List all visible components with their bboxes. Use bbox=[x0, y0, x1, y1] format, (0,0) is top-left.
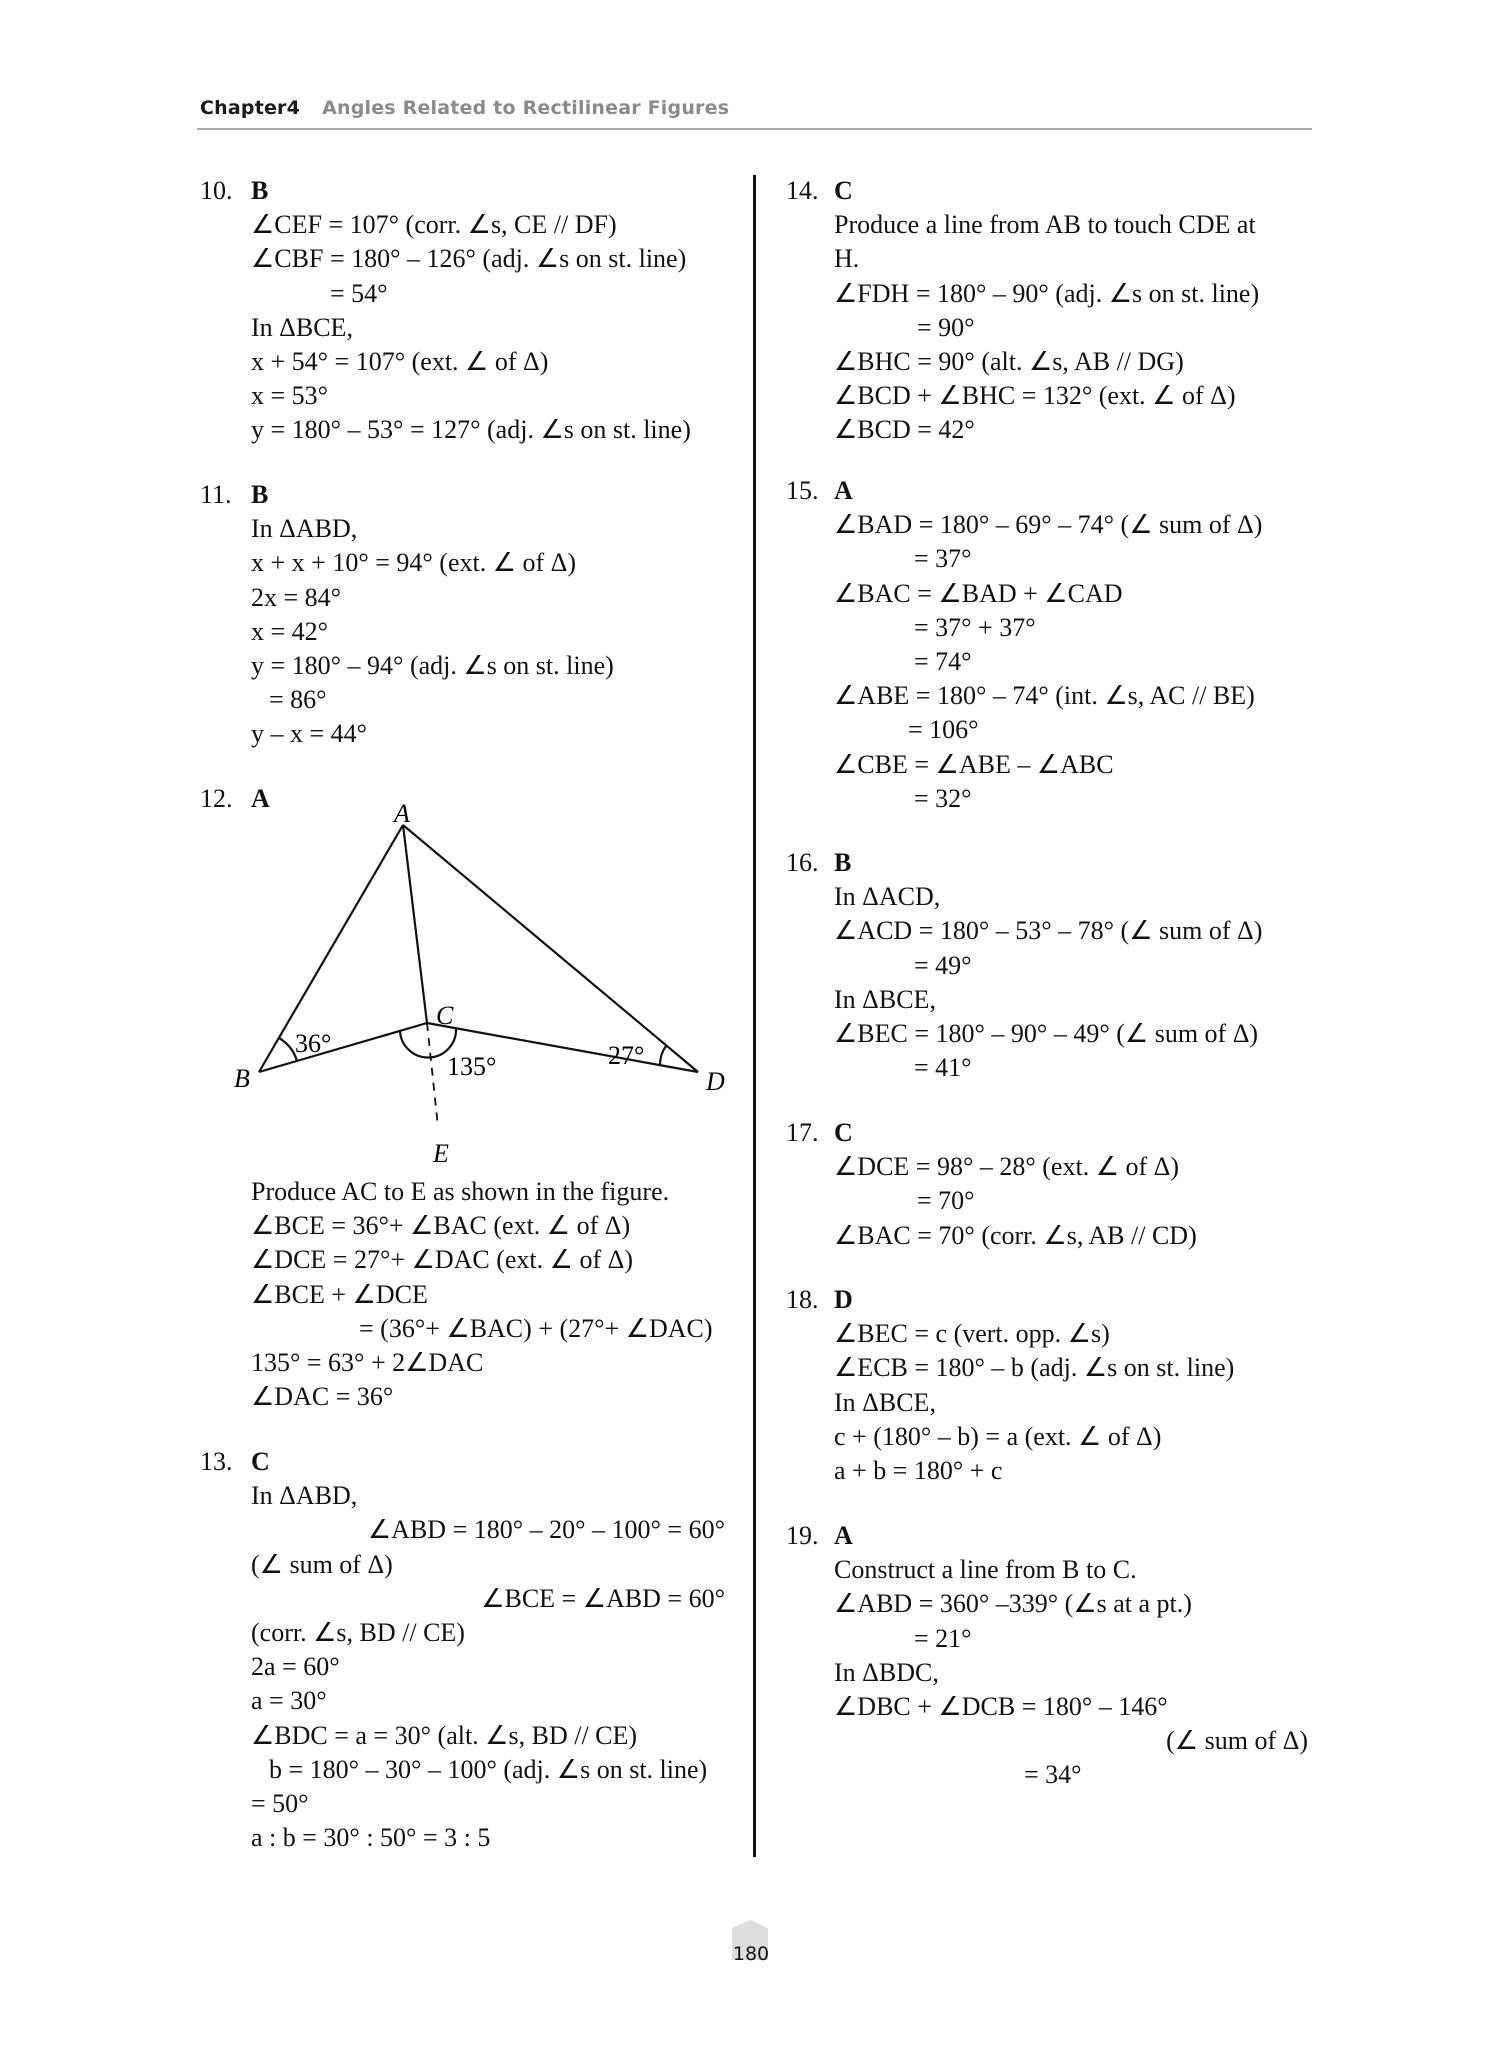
solution-line: ∠BCE + ∠DCE bbox=[251, 1279, 428, 1309]
chapter-title: Angles Related to Rectilinear Figures bbox=[322, 97, 730, 119]
solution-line: ∠CBE = ∠ABE – ∠ABC bbox=[834, 749, 1114, 779]
segment-ce-dashed bbox=[427, 1023, 438, 1127]
solution-line: y = 180° – 53° = 127° (adj. ∠s on st. line) bbox=[251, 415, 691, 445]
solution-line: = 90° bbox=[917, 312, 975, 342]
solution-line: = 41° bbox=[914, 1053, 972, 1083]
solution-line: b = 180° – 30° – 100° (adj. ∠s on st. line) bbox=[269, 1754, 708, 1784]
angle-label-b: 36° bbox=[295, 1029, 332, 1058]
question-number: 14. bbox=[786, 176, 819, 205]
angle-label-c: 135° bbox=[447, 1052, 497, 1081]
label-a: A bbox=[394, 799, 410, 828]
solution-line: = 37° + 37° bbox=[914, 612, 1036, 642]
question-number: 10. bbox=[200, 176, 233, 205]
angle-arc-d bbox=[660, 1046, 666, 1065]
answer-letter: C bbox=[834, 1118, 853, 1147]
question-number: 13. bbox=[200, 1447, 233, 1476]
solution-line: In ΔACD, bbox=[834, 882, 941, 912]
solution-line: ∠CBF = 180° – 126° (adj. ∠s on st. line) bbox=[251, 244, 687, 274]
solution-line: ∠DCE = 98° – 28° (ext. ∠ of Δ) bbox=[834, 1152, 1180, 1182]
solution-line: a + b = 180° + c bbox=[834, 1456, 1003, 1485]
solution-line: y = 180° – 94° (adj. ∠s on st. line) bbox=[251, 651, 614, 680]
answer-letter: C bbox=[834, 176, 853, 205]
label-d: D bbox=[706, 1067, 725, 1096]
solution-line: ∠BAC = 70° (corr. ∠s, AB // CD) bbox=[834, 1220, 1197, 1250]
solution-line: In ΔBCE, bbox=[834, 1387, 936, 1417]
solution-line: (corr. ∠s, BD // CE) bbox=[251, 1618, 465, 1647]
solution-line: x = 42° bbox=[251, 616, 329, 646]
solution-line: x + x + 10° = 94° (ext. ∠ of Δ) bbox=[251, 548, 577, 578]
solution-line: ∠BCE = ∠ABD = 60° bbox=[481, 1583, 725, 1613]
solution-line: ∠CEF = 107° (corr. ∠s, CE // DF) bbox=[251, 210, 617, 240]
label-c: C bbox=[436, 1001, 454, 1030]
solution-line: 2x = 84° bbox=[251, 582, 342, 612]
solution-line: 2a = 60° bbox=[251, 1652, 340, 1682]
question-number: 18. bbox=[786, 1285, 819, 1314]
question-number: 15. bbox=[786, 476, 819, 505]
question-number: 16. bbox=[786, 848, 819, 877]
solution-line: ∠ECB = 180° – b (adj. ∠s on st. line) bbox=[834, 1353, 1235, 1383]
answer-letter: B bbox=[251, 176, 269, 205]
solution-line: ∠BAD = 180° – 69° – 74° (∠ sum of Δ) bbox=[834, 510, 1263, 540]
answer-letter: A bbox=[834, 476, 853, 505]
question-number: 19. bbox=[786, 1521, 819, 1550]
solution-line: = 86° bbox=[269, 685, 327, 715]
solution-line: ∠BDC = a = 30° (alt. ∠s, BD // CE) bbox=[251, 1720, 638, 1750]
solution-line: ∠BAC = ∠BAD + ∠CAD bbox=[834, 578, 1123, 608]
solution-line: In ΔBDC, bbox=[834, 1657, 939, 1687]
solution-line: ∠BCD + ∠BHC = 132° (ext. ∠ of Δ) bbox=[834, 381, 1236, 411]
answer-letter: D bbox=[834, 1285, 853, 1314]
solution-line: = 34° bbox=[1024, 1760, 1082, 1790]
solution-line: = 50° bbox=[251, 1789, 309, 1818]
solution-line: ∠DAC = 36° bbox=[251, 1382, 394, 1412]
page-number: 180 bbox=[732, 1943, 770, 1965]
solution-line: ∠DBC + ∠DCB = 180° – 146° bbox=[834, 1692, 1168, 1721]
solution-line: = (36°+ ∠BAC) + (27°+ ∠DAC) bbox=[359, 1313, 713, 1343]
solution-line: = 54° bbox=[330, 278, 388, 308]
solution-line: (∠ sum of Δ) bbox=[1166, 1726, 1308, 1756]
solution-line: ∠ABD = 360° –339° (∠s at a pt.) bbox=[834, 1589, 1192, 1619]
solution-line: Construct a line from B to C. bbox=[834, 1555, 1137, 1585]
solution-line: x = 53° bbox=[251, 381, 329, 411]
solution-line: ∠BCE = 36°+ ∠BAC (ext. ∠ of Δ) bbox=[251, 1211, 631, 1241]
solution-line: = 106° bbox=[908, 715, 979, 745]
solution-line: y – x = 44° bbox=[251, 719, 368, 749]
solution-line: Produce a line from AB to touch CDE at bbox=[834, 210, 1256, 240]
solution-line: H. bbox=[834, 244, 860, 274]
answer-letter: B bbox=[834, 848, 852, 877]
solution-line: ∠DCE = 27°+ ∠DAC (ext. ∠ of Δ) bbox=[251, 1245, 634, 1275]
solution-line: (∠ sum of Δ) bbox=[251, 1549, 393, 1579]
solution-line: In ΔABD, bbox=[251, 514, 358, 544]
solution-line: ∠BEC = 180° – 90° – 49° (∠ sum of Δ) bbox=[834, 1019, 1259, 1048]
solution-line: ∠ABE = 180° – 74° (int. ∠s, AC // BE) bbox=[834, 681, 1255, 711]
solution-line: = 49° bbox=[914, 950, 972, 980]
solution-line: = 37° bbox=[914, 544, 972, 574]
solution-line: In ΔBCE, bbox=[834, 984, 936, 1014]
answer-letter: C bbox=[251, 1447, 270, 1476]
solution-line: 135° = 63° + 2∠DAC bbox=[251, 1348, 484, 1377]
angle-label-d: 27° bbox=[608, 1041, 645, 1070]
solution-line: a = 30° bbox=[251, 1686, 327, 1716]
solution-line: = 74° bbox=[914, 647, 972, 676]
solution-line: ∠BHC = 90° (alt. ∠s, AB // DG) bbox=[834, 347, 1184, 376]
solution-line: ∠FDH = 180° – 90° (adj. ∠s on st. line) bbox=[834, 278, 1260, 308]
solution-line: a : b = 30° : 50° = 3 : 5 bbox=[251, 1823, 491, 1853]
solution-line: In ΔABD, bbox=[251, 1481, 358, 1511]
segment-ac bbox=[403, 825, 427, 1023]
solution-line: x + 54° = 107° (ext. ∠ of Δ) bbox=[251, 347, 549, 376]
question-number: 17. bbox=[786, 1118, 819, 1147]
solution-line: ∠ACD = 180° – 53° – 78° (∠ sum of Δ) bbox=[834, 916, 1263, 946]
chapter-label: Chapter4 bbox=[200, 97, 301, 119]
solution-line: = 70° bbox=[917, 1186, 975, 1216]
solution-line: ∠BEC = c (vert. opp. ∠s) bbox=[834, 1319, 1110, 1349]
solution-line: = 32° bbox=[914, 783, 972, 813]
solution-line: Produce AC to E as shown in the figure. bbox=[251, 1177, 670, 1206]
answer-letter: A bbox=[251, 784, 270, 813]
question-number: 12. bbox=[200, 784, 233, 813]
answer-letter: B bbox=[251, 480, 269, 509]
solution-line: c + (180° – b) = a (ext. ∠ of Δ) bbox=[834, 1421, 1162, 1451]
question-number: 11. bbox=[200, 480, 232, 509]
label-e: E bbox=[433, 1139, 449, 1168]
solution-line: = 21° bbox=[914, 1623, 972, 1653]
solution-line: In ΔBCE, bbox=[251, 312, 353, 342]
solution-line: ∠BCD = 42° bbox=[834, 415, 975, 445]
answer-letter: A bbox=[834, 1521, 853, 1550]
segment-ad bbox=[403, 825, 698, 1072]
solution-line: ∠ABD = 180° – 20° – 100° = 60° bbox=[367, 1515, 725, 1545]
label-b: B bbox=[234, 1064, 250, 1093]
